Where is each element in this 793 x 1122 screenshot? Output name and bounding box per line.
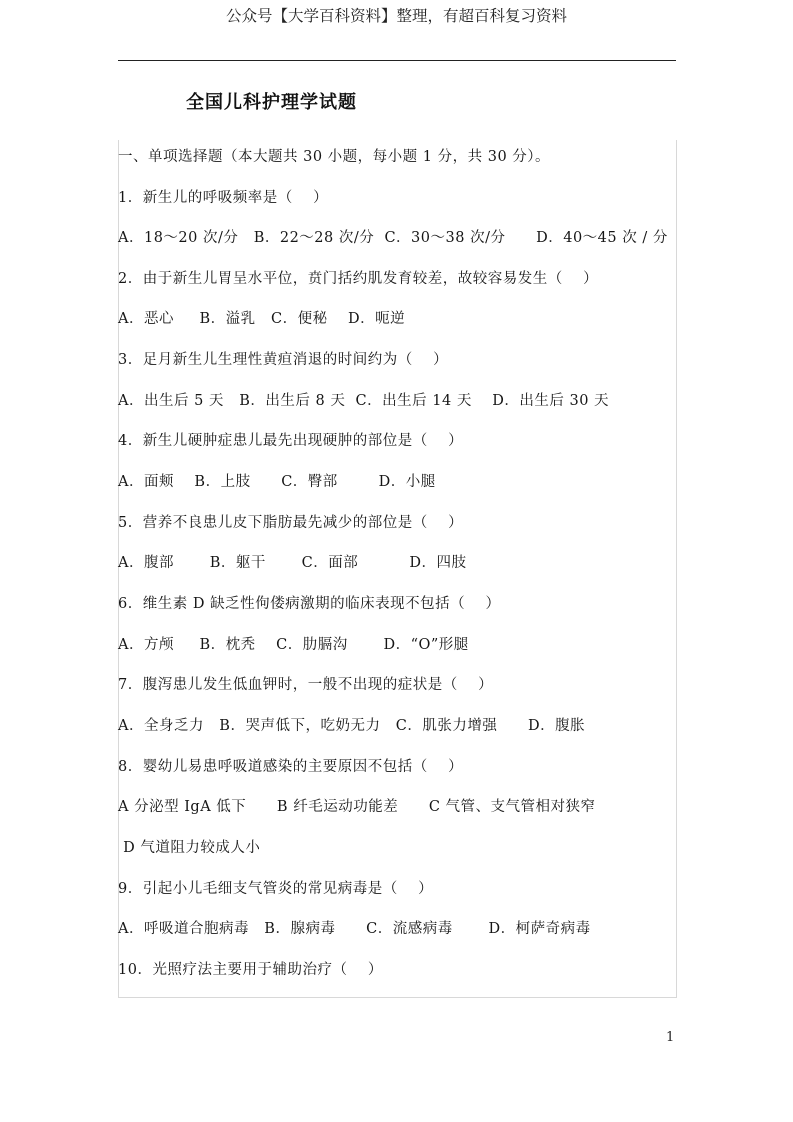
options-3: A．出生后 5 天 B．出生后 8 天 C．出生后 14 天 D．出生后 30 天 <box>118 393 610 409</box>
question-4: 4．新生儿硬肿症患儿最先出现硬肿的部位是（ ） <box>118 433 464 449</box>
question-5: 5．营养不良患儿皮下脂肪最先减少的部位是（ ） <box>118 515 464 531</box>
options-5: A．腹部 B．躯干 C．面部 D．四肢 <box>118 555 467 571</box>
options-7: A．全身乏力 B．哭声低下，吃奶无力 C．肌张力增强 D．腹胀 <box>118 718 586 734</box>
options-2: A．恶心 B．溢乳 C．便秘 D．呃逆 <box>118 311 406 327</box>
options-1: A．18～20 次/分 B．22～28 次/分 C．30～38 次/分 D．40～45 次 / 分 <box>118 230 668 246</box>
section-heading: 一、单项选择题（本大题共 30 小题，每小题 1 分，共 30 分）。 <box>118 149 551 165</box>
options-4: A．面颊 B．上肢 C．臀部 D．小腿 <box>118 474 436 490</box>
options-9: A．呼吸道合胞病毒 B．腺病毒 C．流感病毒 D．柯萨奇病毒 <box>118 921 591 937</box>
page-number: 1 <box>666 1030 675 1045</box>
question-7: 7．腹泻患儿发生低血钾时，一般不出现的症状是（ ） <box>118 677 494 693</box>
options-8-d: D 气道阻力较成人小 <box>118 840 261 856</box>
question-9: 9．引起小儿毛细支气管炎的常见病毒是（ ） <box>118 881 434 897</box>
question-10: 10．光照疗法主要用于辅助治疗（ ） <box>118 962 383 978</box>
question-2: 2．由于新生儿胃呈水平位，贲门括约肌发育较差，故较容易发生（ ） <box>118 271 599 287</box>
question-6: 6．维生素 D 缺乏性佝偻病激期的临床表现不包括（ ） <box>118 596 501 612</box>
document-title: 全国儿科护理学试题 <box>186 92 357 113</box>
question-3: 3．足月新生儿生理性黄疸消退的时间约为（ ） <box>118 352 449 368</box>
header-rule <box>118 60 676 61</box>
options-8-a-c: A 分泌型 IgA 低下 B 纤毛运动功能差 C 气管、支气管相对狭窄 <box>118 799 596 815</box>
options-6: A．方颅 B．枕秃 C．肋膈沟 D．“O”形腿 <box>118 637 469 653</box>
question-1: 1．新生儿的呼吸频率是（ ） <box>118 190 329 206</box>
header-banner: 公众号【大学百科资料】整理，有超百科复习资料 <box>225 7 567 25</box>
question-8: 8．婴幼儿易患呼吸道感染的主要原因不包括（ ） <box>118 759 464 775</box>
